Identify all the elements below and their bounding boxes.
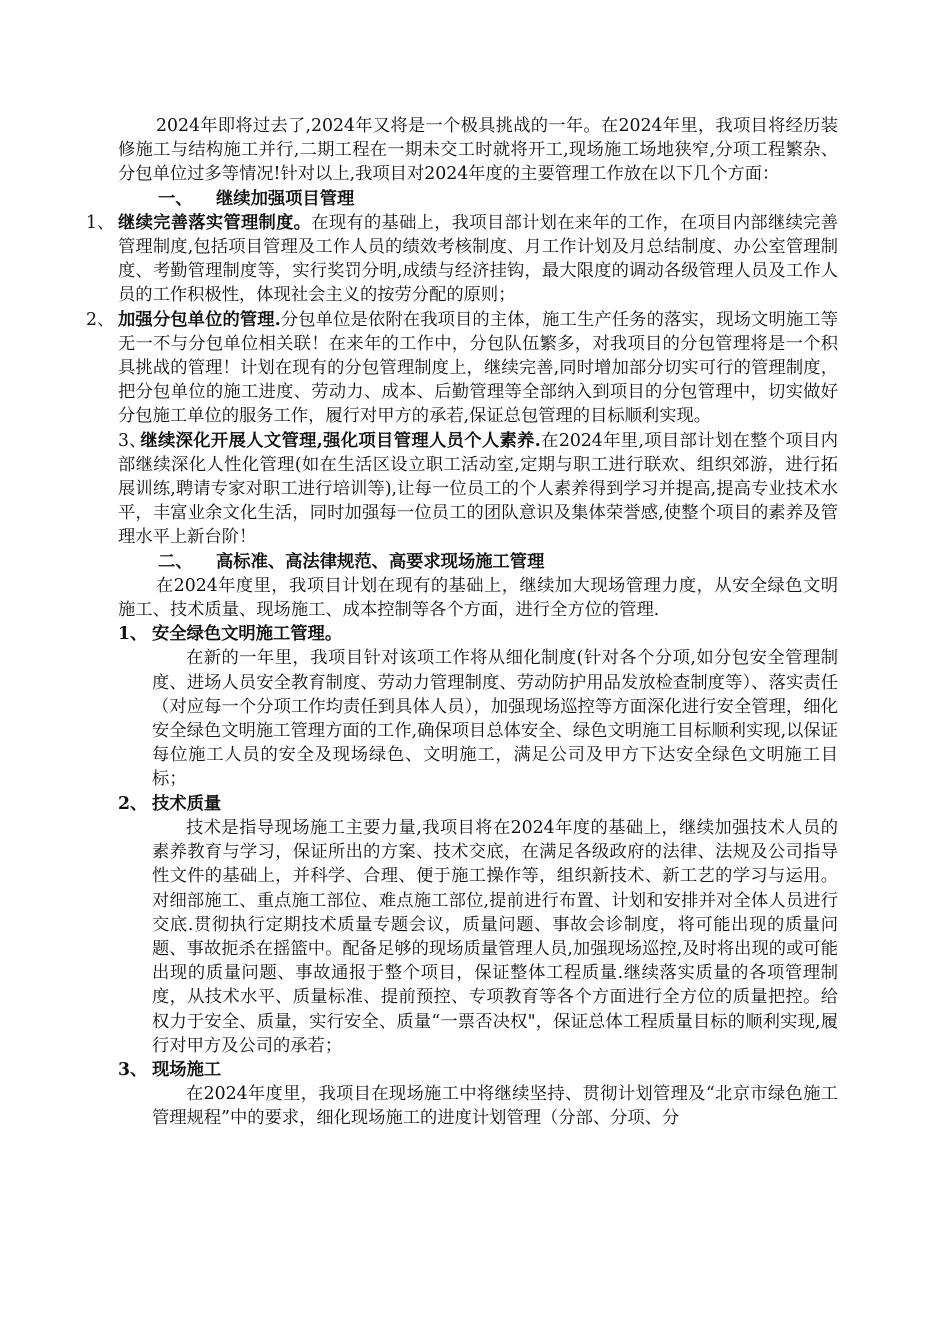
section-2-sub-3-heading — [118, 1058, 838, 1082]
sub-number: 2、 — [118, 793, 148, 814]
section-2-intro: 在2024年度里，我项目计划在现有的基础上，继续加大现场管理力度，从安全绿色文明施工、技术质量、现场施工、成本控制等各个方面，进行全方位的管理. — [118, 575, 838, 621]
section-1-number: 一、 — [158, 188, 193, 209]
sub-title: 技术质量 — [152, 793, 222, 814]
sub-number: 1、 — [118, 624, 148, 645]
section-2-sub-1-heading — [118, 622, 838, 646]
item-bold-title: 继续完善落实管理制度。 — [118, 212, 312, 233]
sub-number: 3、 — [118, 1059, 148, 1080]
item-text: 在2024年里,项目部计划在整个项目内部继续深化人性化管理(如在生活区设立职工活动室,定期与职工进行联欢、组织郊游，进行拓展训练,聘请专家对职工进行培训等),让每一位员工的个人素养得到学习并提高,提高专业技术水平，丰富业余文化生活，同时加强每一位员工的团队意识及集体荣誉感,使整个项目的素养及管理水平上新台阶！ — [118, 430, 838, 548]
section-1-title: 继续加强项目管理 — [216, 188, 355, 209]
sub-title: 安全绿色文明施工管理。 — [152, 624, 343, 645]
item-bold-title: 继续深化开展人文管理,强化项目管理人员个人素养. — [140, 430, 541, 451]
section-1-item-1 — [86, 211, 838, 308]
document-body — [86, 114, 838, 1131]
section-2-heading — [118, 550, 838, 574]
item-bold-title: 加强分包单位的管理. — [118, 309, 281, 330]
item-number: 2、 — [86, 309, 115, 330]
section-2-sub-2-text: 技术是指导现场施工主要力量,我项目将在2024年度的基础上，继续加强技术人员的素养教育与学习，保证所出的方案、技术交底，在满足各级政府的法律、法规及公司指导性文件的基础上，并科学、合理、便于施工操作等，组织新技术、新工艺的学习与运用。对细部施工、重点施工部位、难点施工部位,提前进行布置、计划和安排并对全体人员进行交底.贯彻执行定期技术质量专题会议，质量问题、事故会诊制度，将可能出现的质量问题、事故扼杀在摇篮中。配备足够的现场质量管理人员,加强现场巡控,及时将出现的或可能出现的质量问题、事故通报于整个项目，保证整体工程质量.继续落实质量的各项管理制度，从技术水平、质量标准、提前预控、专项教育等各个方面进行全方位的质量把控。给权力于安全、质量，实行安全、质量“一票否决权"，保证总体工程质量目标的顺利实现,履行对甲方及公司的承若； — [152, 817, 838, 1056]
section-1-heading — [118, 187, 838, 211]
section-1-item-2 — [86, 308, 838, 429]
item-text: 分包单位是依附在我项目的主体，施工生产任务的落实，现场文明施工等无一不与分包单位相关联！在来年的工作中，分包队伍繁多，对我项目的分包管理将是一个积具挑战的管理！计划在现有的分包管理制度上，继续完善,同时增加部分切实可行的管理制度，把分包单位的施工进度、劳动力、成本、后勤管理等全部纳入到项目的分包管理中，切实做好分包施工单位的服务工作，履行对甲方的承若,保证总包管理的目标顺利实现。 — [118, 309, 838, 427]
item-text: 在现有的基础上，我项目部计划在来年的工作，在项目内部继续完善管理制度,包括项目管理及工作人员的绩效考核制度、月工作计划及月总结制度、办公室管理制度、考勤管理制度等，实行奖罚分明,成绩与经济挂钩，最大限度的调动各级管理人员及工作人员的工作积极性，体现社会主义的按劳分配的原则； — [118, 212, 838, 306]
section-2-sub-3-text: 在2024年度里，我项目在现场施工中将继续坚持、贯彻计划管理及“北京市绿色施工管理规程”中的要求，细化现场施工的进度计划管理（分部、分项、分 — [152, 1084, 838, 1129]
intro-paragraph: 2024年即将过去了,2024年又将是一个极具挑战的一年。在2024年里，我项目将经历装修施工与结构施工并行,二期工程在一期未交工时就将开工,现场施工场地狭窄,分项工程繁杂、分包单位过多等情况!针对以上,我项目对2024年度的主要管理工作放在以下几个方面： — [118, 116, 838, 185]
item-number: 3、 — [118, 430, 147, 451]
section-1-item-3 — [118, 429, 838, 550]
item-number: 1、 — [86, 212, 115, 233]
section-2-sub-2-heading — [118, 792, 838, 816]
section-2-number: 二、 — [158, 551, 193, 572]
section-2-title: 高标准、高法律规范、高要求现场施工管理 — [216, 551, 545, 572]
section-2-sub-1-text: 在新的一年里，我项目针对该项工作将从细化制度(针对各个分项,如分包安全管理制度、进场人员安全教育制度、劳动力管理制度、劳动防护用品发放检查制度等）、落实责任（对应每一个分项工作均责任到具体人员），加强现场巡控等方面深化进行安全管理，细化安全绿色文明施工管理方面的工作,确保项目总体安全、绿色文明施工目标顺利实现,以保证每位施工人员的安全及现场绿色、文明施工，满足公司及甲方下达安全绿色文明施工目标； — [152, 648, 838, 790]
sub-title: 现场施工 — [152, 1059, 222, 1080]
